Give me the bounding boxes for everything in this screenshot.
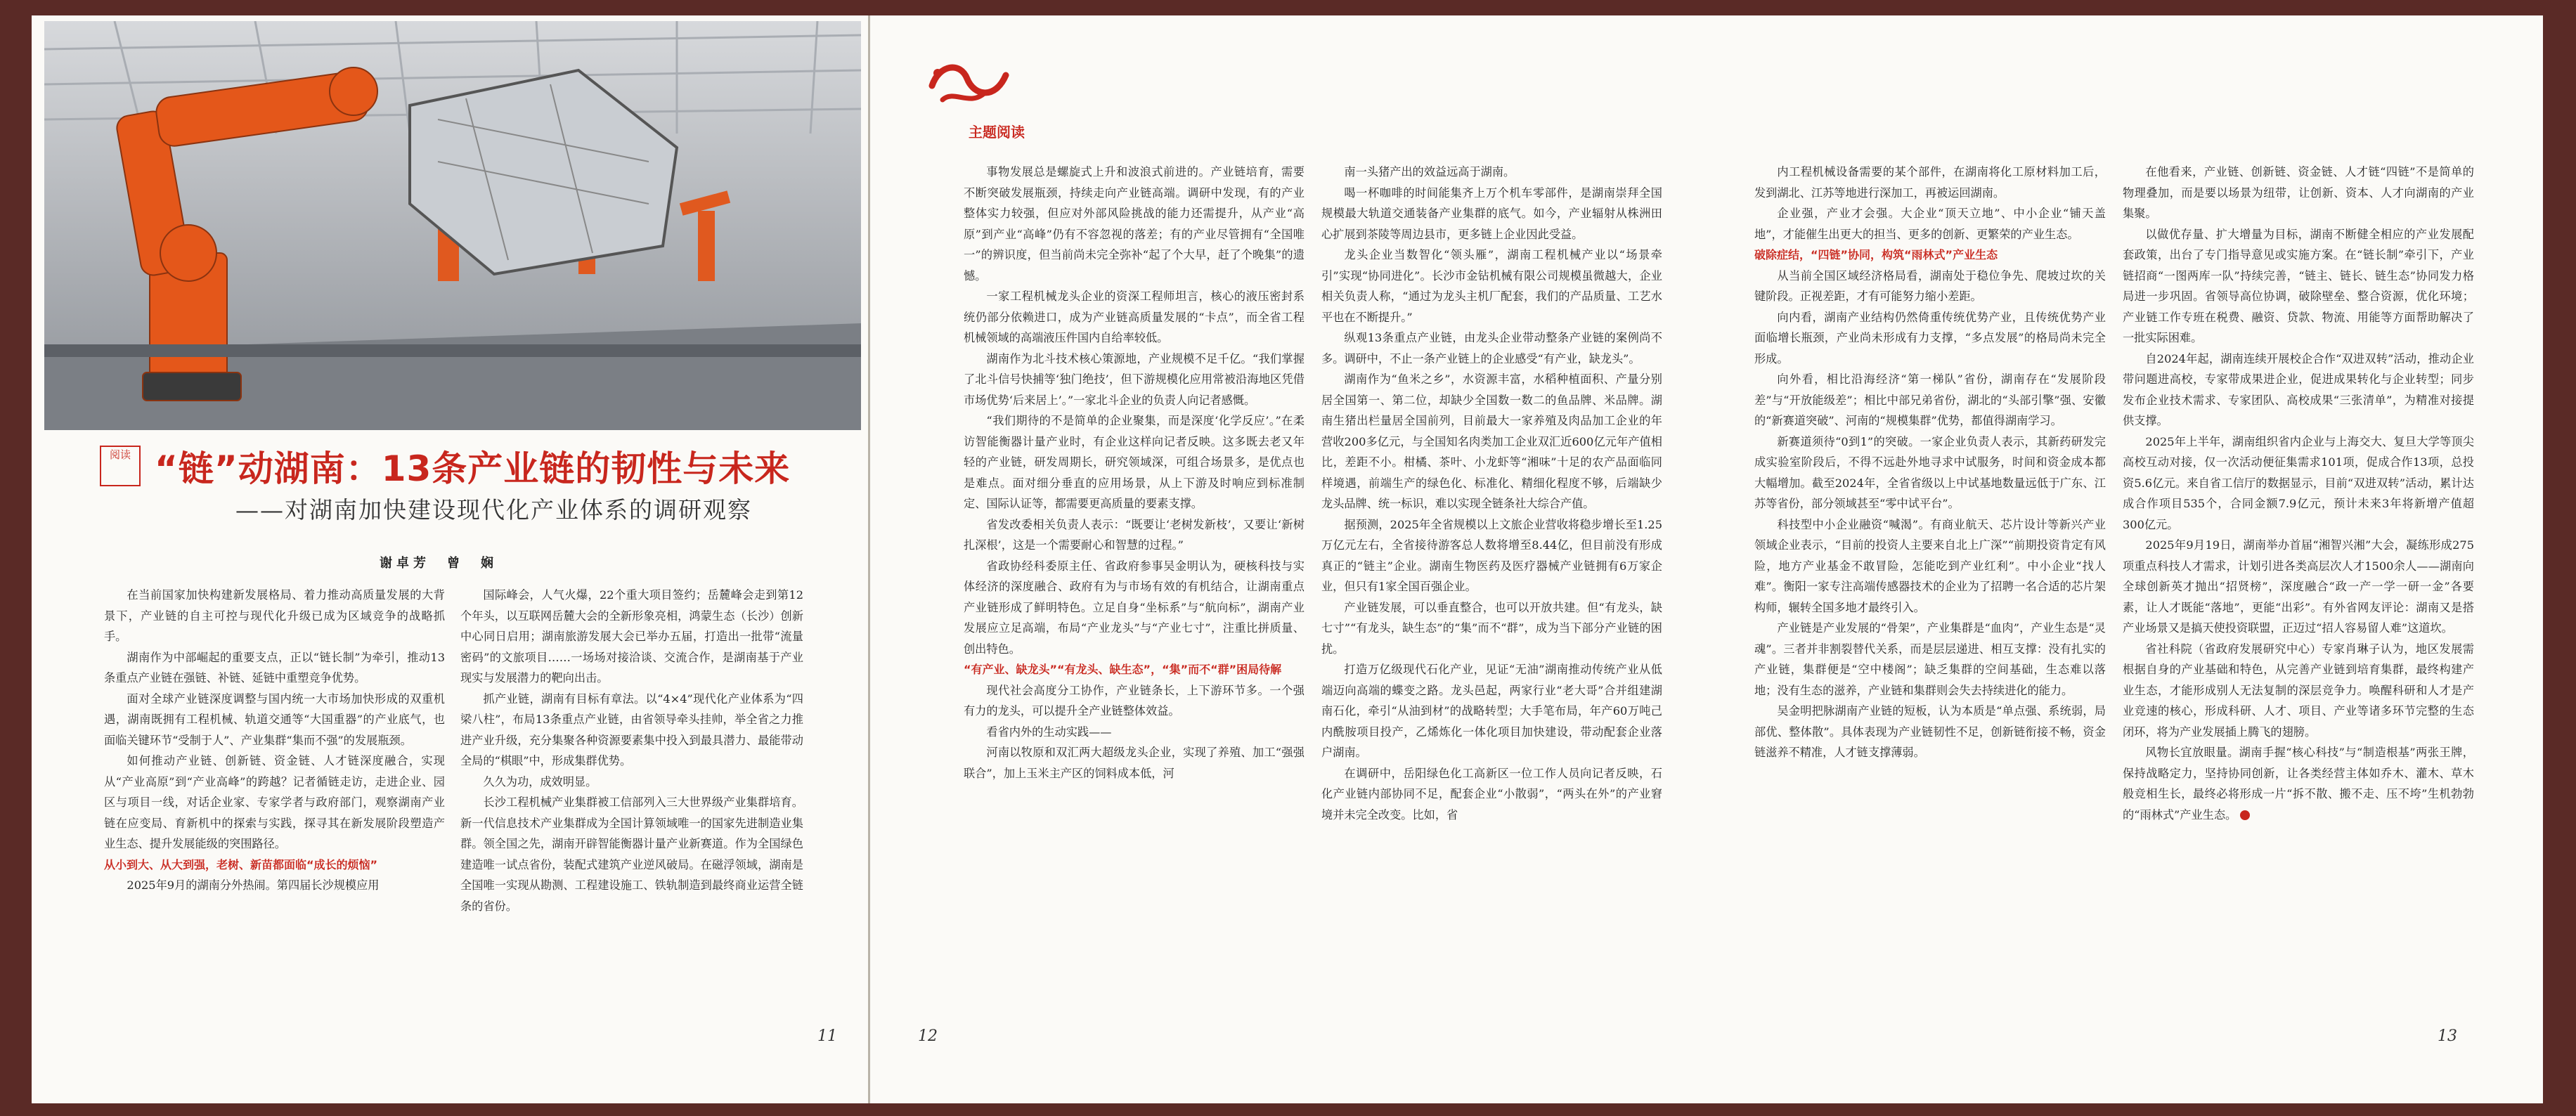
paragraph: 从当前全国区域经济格局看，湖南处于稳位争先、爬坡过坎的关键阶段。正视差距，才有可能努力缩小差距。 (1754, 268, 2106, 303)
paragraph: 据预测，2025年全省规模以上文旅企业营收将稳步增长至1.25万亿元左右，全省接待游客总人数将增至8.44亿，但目前没有形成真正的“链主”企业。湖南生物医药及医疗器械产业链拥有6万家企业，但只有1家全国百强企业。 (1321, 517, 1662, 593)
paragraph: 新赛道须待“0到1”的突破。一家企业负责人表示，其新药研发完成实验室阶段后，不得不远赴外地寻求中试服务，时间和资金成本都大幅增加。截至2024年，全省省级以上中试基地数量远低于广东、江苏等省份，部分领域甚至“零中试平台”。 (1754, 434, 2106, 510)
paragraph: 如何推动产业链、创新链、资金链、人才链深度融合，实现从“产业高原”到“产业高峰”的跨越？记者循链走访，走进企业、园区与项目一线，对话企业家、专家学者与政府部门，观察湖南产业链在应变局、育新机中的探索与实践，探寻其在新发展阶段塑造产业生态、提升发展能级的突围路径。 (104, 754, 445, 850)
factory-illustration (44, 21, 861, 430)
paragraph: 产业链是产业发展的“骨架”，产业集群是“血肉”，产业生态是“灵魂”。三者并非割裂替代关系，而是层层递进、相互支撑：没有扎实的产业链，集群便是“空中楼阁”；缺乏集群的空间基础，生态难以落地；没有生态的滋养，产业链和集群则会失去持续进化的能力。 (1754, 621, 2106, 697)
paragraph: 省发改委相关负责人表示：“既要让‘老树发新枝’，又要让‘新树扎深根’，这是一个需要耐心和智慧的过程。” (964, 517, 1305, 552)
robot-factory-photo (44, 21, 861, 430)
paragraph: 湖南作为“鱼米之乡”，水资源丰富，水稻种植面积、产量分别居全国第一、第二位，却缺少全国数一数二的鱼品牌、米品牌。湖南生猪出栏量居全国前列，目前最大一家养殖及肉品加工企业的年营收200多亿元，与全国知名肉类加工企业双汇近600亿元年产值相比，差距不小。柑橘、茶叶、小龙虾等“湘味”十足的农产品面临同样境遇，前端生产的绿色化、标准化、精细化程度不够，后端缺少龙头品牌、统一标识，难以实现全链条社大综合产值。 (1321, 372, 1662, 510)
paragraph: 省政协经科委原主任、省政府参事吴金明认为，硬核科技与实体经济的深度融合、政府有为与市场有效的有机结合，让湖南重点产业链形成了鲜明特色。立足自身“坐标系”与“航向标”，湖南产业发展应立足高端，布局“产业龙头”与“产业七寸”，注重比拼质量、创出特色。 (964, 559, 1305, 656)
paragraph: 看省内外的生动实践—— (986, 725, 1112, 739)
reading-badge (100, 446, 141, 486)
closing-text: 风物长宜放眼量。湖南手握“核心科技”与“制造根基”两张王牌，保持战略定力，坚持协同创新，让各类经营主体如乔木、灌木、草木般竞相生长，最终必将形成一片“拆不散、搬不走、压不垮”生机勃勃的“雨林式”产业生态。 (2123, 746, 2474, 822)
left-page (32, 15, 868, 1103)
left-column-1 (104, 585, 445, 896)
section-subheading: 破除症结，“四链”协同，构筑“雨林式”产业生态 (1754, 248, 1998, 261)
right-column-2 (1321, 162, 1662, 825)
paragraph (2123, 742, 2474, 825)
page-number-13: 13 (2438, 1027, 2457, 1045)
page-number-11: 11 (817, 1027, 837, 1045)
paragraph: 事物发展总是螺旋式上升和波浪式前进的。产业链培育，需要不断突破发展瓶颈，持续走向产业链高端。调研中发现，有的产业整体实力较强，但应对外部风险挑战的能力还需提升，从产业“高原”到产业“高峰”仍有不容忽视的落差；有的产业尽管拥有“全国唯一”的辨识度，但当前尚未完全弥补“起了个大早，赶了个晚集”的遗憾。 (964, 165, 1305, 283)
right-column-3 (1754, 162, 2106, 763)
paragraph: 湖南作为中部崛起的重要支点，正以“链长制”为牵引，推动13条重点产业链在强链、补链、延链中重塑竞争优势。 (104, 650, 445, 684)
paragraph: 以做优存量、扩大增量为目标，湖南不断健全相应的产业发展配套政策，出台了专门指导意见或实施方案。在“链长制”牵引下，产业链招商“一图两库一队”持续完善，“链主、链长、链生态”协同发力格局进一步巩固。省领导高位协调，破除壁垒、整合资源，优化环境；产业链工作专班在税费、融资、贷款、物流、用能等方面帮助解决了一批实际困难。 (2123, 227, 2474, 344)
paragraph: 喝一杯咖啡的时间能集齐上万个机车零部件，是湖南崇拜全国规模最大轨道交通装备产业集群的底气。如今，产业辐射从株洲田心扩展到茶陵等周边县市，更多链上企业因此受益。 (1321, 186, 1662, 241)
paragraph: 自2024年起，湖南连续开展校企合作“双进双转”活动，推动企业带问题进高校，专家带成果进企业，促进成果转化与企业转型；同步发布企业技术需求、专家团队、高校成果“三张清单”，为精准对接提供支撑。 (2123, 351, 2474, 427)
badge-label: 阅读 (109, 448, 131, 461)
section-subheading: 从小到大、从大到强，老树、新苗都面临“成长的烦恼” (104, 857, 378, 871)
paragraph: 2025年9月19日，湖南举办首届“湘智兴湘”大会，凝练形成275项重点科技人才需求，计划引进各类高层次人才1500余人——湖南向全球创新英才抛出“招贤榜”，深度融合“政一产一学一研一金”各要素，让人才既能“落地”，更能“出彩”。有外省网友评论：湖南又是搭产业场景又是搞天使投资联盟，正迈过“招人容易留人难”这道坎。 (2123, 538, 2474, 635)
article-title: “链”动湖南：13条产业链的韧性与未来 (155, 448, 791, 489)
right-column-1 (964, 162, 1305, 784)
paragraph: 面对全球产业链深度调整与国内统一大市场加快形成的双重机遇，湖南既拥有工程机械、轨道交通等“大国重器”的产业底气，也面临关键环节“受制于人”、产业集群“集而不强”的发展瓶颈。 (104, 692, 445, 747)
section-subheading: “有产业、缺龙头”“有龙头、缺生态”，“集”而不“群”困局待解 (964, 663, 1282, 676)
paragraph: 科技型中小企业融资“喊渴”。有商业航天、芯片设计等新兴产业领域企业表示，“目前的投资人主要来自北上广深”“前期投资肯定有风险，地方产业基金不敢冒险，怎能吃到产业红利”。中小企业“找人难”。衡阳一家专注高端传感器技术的企业为了招聘一名合适的芯片架构师，辗转全国多地才最终引入。 (1754, 517, 2106, 614)
paragraph: 企业强，产业才会强。大企业“顶天立地”、中小企业“铺天盖地”，才能催生出更大的担当、更多的创新、更繁荣的产业生态。 (1754, 207, 2106, 241)
paragraph: 一家工程机械龙头企业的资深工程师坦言，核心的液压密封系统仍部分依赖进口，成为产业链高质量发展的“卡点”，而全省工程机械领域的高端液压件国内自给率较低。 (964, 290, 1305, 344)
right-spread (870, 15, 2543, 1103)
paragraph: 在他看来，产业链、创新链、资金链、人才链“四链”不是简单的物理叠加，而是要以场景为纽带，让创新、资本、人才向湖南的产业集聚。 (2123, 165, 2474, 220)
paragraph: 河南以牧原和双汇两大超级龙头企业，实现了养殖、加工“强强联合”，加上玉米主产区的饲料成本低，河 (964, 746, 1305, 780)
end-mark-icon (2240, 810, 2250, 820)
paragraph: 2025年上半年，湖南组织省内企业与上海交大、复旦大学等顶尖高校互动对接，仅一次活动便征集需求101项，促成合作13项，总投资5.6亿元。来自省工信厅的数据显示，目前“双进双转”活动，累计达成合作项目535个，合同金额7.9亿元，预计未来3年将新增产值超300亿元。 (2123, 434, 2474, 531)
paragraph: 纵观13条重点产业链，由龙头企业带动整条产业链的案例尚不多。调研中，不止一条产业链上的企业感受“有产业，缺龙头”。 (1321, 331, 1662, 365)
paragraph: 长沙工程机械产业集群被工信部列入三大世界级产业集群培育。新一代信息技术产业集群成为全国计算领域唯一的国家先进制造业集群。领全国之先，湖南开辟智能衡器计量产业新赛道。作为全国绿色建造唯一试点省份，装配式建筑产业逆风破局。在磁浮领域，湖南是全国唯一实现从勘测、工程建设施工、铁轨制造到最终商业运营全链条的省份。 (460, 796, 803, 913)
paragraph: 在当前国家加快构建新发展格局、着力推动高质量发展的大背景下，产业链的自主可控与现代化升级已成为区域竞争的战略抓手。 (104, 588, 445, 643)
paragraph: 湖南作为北斗技术核心策源地，产业规模不足千亿。“我们掌握了北斗信号快捕等‘独门绝技’，但下游规模化应用常被沿海地区凭借市场优势‘后来居上’。”一家北斗企业的负责人向记者感慨。 (964, 351, 1305, 407)
section-label: 主题阅读 (969, 124, 1025, 141)
right-column-4 (2123, 162, 2474, 825)
brush-logo-icon (918, 58, 1016, 114)
paragraph: 内工程机械设备需要的某个部件，在湖南将化工原材料加工后，发到湖北、江苏等地进行深加工，再被运回湖南。 (1754, 165, 2106, 200)
authors: 谢卓芳 曾 娴 (380, 556, 498, 571)
paragraph: 南一头猪产出的效益远高于湖南。 (1344, 165, 1515, 179)
page-number-12: 12 (918, 1027, 938, 1045)
paragraph: 国际峰会，人气火爆，22个重大项目签约；岳麓峰会走到第12个年头，以互联网岳麓大会的全新形象亮相，鸿蒙生态（长沙）创新中心同日启用；湖南旅游发展大会已举办五届，打造出一批带“流量密码”的文旅项目……一场场对接洽谈、交流合作，是湖南基于产业现实与发展潜力的靶向出击。 (460, 588, 803, 684)
paragraph: 打造万亿级现代石化产业，见证“无油”湖南推动传统产业从低端迈向高端的蝶变之路。龙头邑起，两家行业“老大哥”合并组建湖南石化，牵引“从油到材”的战略转型；大手笔布局，年产60万吨己内酰胺项目投产，乙烯炼化一体化项目加快建设，带动配套企业落户湖南。 (1321, 663, 1662, 759)
paragraph: 龙头企业当数智化“领头雁”，湖南工程机械产业以“场景牵引”实现“协同进化”。长沙市金钻机械有限公司规模虽微越大，企业相关负责人称，“通过为龙头主机厂配套，我们的产品质量、工艺水平也在不断提升。” (1321, 248, 1662, 324)
paragraph: 抓产业链，湖南有目标有章法。以“4×4”现代化产业体系为“四梁八柱”，布局13条重点产业链，由省领导牵头挂帅，举全省之力推进产业升级，充分集聚各种资源要素集中投入到最具潜力、最能带动全局的“棋眼”中，形成集群优势。 (460, 692, 803, 767)
paragraph: “我们期待的不是简单的企业聚集，而是深度‘化学反应’。”在柔访智能衡器计量产业时，有企业这样向记者反映。这多既去老又年轻的产业链，研发周期长，研究领域深，可组合场景多，是优点也是难点。面对细分垂直的应用场景，从上下游及时响应到标准制定、国际认证等，都需要更高质量的要素支撑。 (964, 414, 1305, 510)
paragraph: 省社科院（省政府发展研究中心）专家肖琳子认为，地区发展需根据自身的产业基础和特色，从完善产业链到培育集群，最终构建产业生态，才能形成别人无法复制的深层竞争力。唤醒科研和人才是产业竞速的核心，形成科研、人才、项目、产业等诸多环节完整的生态闭环，将为产业发展插上腾飞的翅膀。 (2123, 642, 2474, 739)
article-subtitle: ——对湖南加快建设现代化产业体系的调研观察 (235, 496, 752, 524)
paragraph: 向内看，湖南产业结构仍然倚重传统优势产业，且传统优势产业面临增长瓶颈，产业尚未形成有力支撑，“多点发展”的格局尚未完全形成。 (1754, 310, 2106, 365)
paragraph: 2025年9月的湖南分外热闹。第四届长沙规模应用 (127, 878, 380, 892)
paragraph: 产业链发展，可以垂直整合，也可以开放共建。但“有龙头，缺七寸”“有龙头，缺生态”的“集”而不“群”，成为当下部分产业链的困扰。 (1321, 600, 1662, 656)
paragraph: 吴金明把脉湖南产业链的短板，认为本质是“单点强、系统弱，局部优、整体散”。具体表现为产业链韧性不足，创新链衔接不畅，资金链滋养不精准，人才链支撑薄弱。 (1754, 704, 2106, 759)
left-column-2 (460, 585, 803, 916)
paragraph: 现代社会高度分工协作，产业链条长，上下游环节多。一个强有力的龙头，可以提升全产业链整体效益。 (964, 683, 1305, 718)
paragraph: 向外看，相比沿海经济“第一梯队”省份，湖南存在“发展阶段差”与“开放能级差”；相比中部兄弟省份，湖北的“头部引擎”强、安徽的“新赛道突破”、河南的“规模集群”优势，都值得湖南学习。 (1754, 372, 2106, 427)
paragraph: 在调研中，岳阳绿色化工高新区一位工作人员向记者反映，石化产业链内部协同不足，配套企业“小散弱”，“两头在外”的产业窘境并未完全改变。比如，省 (1321, 766, 1662, 822)
paragraph: 久久为功，成效明显。 (483, 774, 597, 789)
